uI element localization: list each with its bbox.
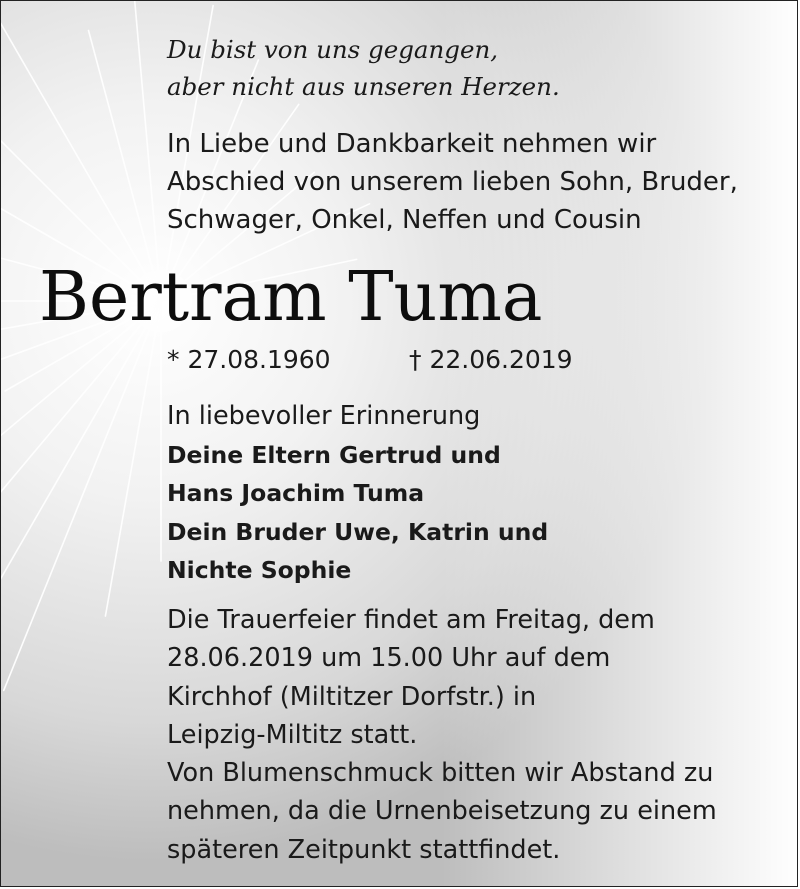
birth-date: * 27.08.1960 <box>167 345 331 374</box>
memorial-verse <box>167 31 560 105</box>
mourner-line: Nichte Sophie <box>167 556 352 584</box>
service-line: Die Trauerfeier findet am Freitag, dem <box>167 605 655 635</box>
service-line: späteren Zeitpunkt stattfindet. <box>167 834 561 865</box>
service-line: 28.06.2019 um 15.00 Uhr auf dem <box>167 643 611 674</box>
service-line: nehmen, da die Urnenbeisetzung zu einem <box>167 796 717 827</box>
verse-line: aber nicht aus unseren Herzen. <box>167 72 560 101</box>
deceased-name: Bertram Tuma <box>39 258 543 337</box>
funeral-service-info <box>167 601 717 869</box>
service-line: Kirchhof (Miltitzer Dorfstr.) in <box>167 681 537 712</box>
intro-line: Schwager, Onkel, Neffen und Cousin <box>167 205 642 235</box>
intro-line: Abschied von unserem lieben Sohn, Bruder, <box>167 167 738 197</box>
life-dates <box>167 341 573 379</box>
service-line: Von Blumenschmuck bitten wir Abstand zu <box>167 758 714 789</box>
farewell-intro <box>167 125 738 239</box>
death-date: † 22.06.2019 <box>409 345 573 374</box>
verse-line: Du bist von uns gegangen, <box>167 35 499 64</box>
memory-intro: In liebevoller Erinnerung <box>167 401 481 431</box>
mourners-block <box>167 397 548 590</box>
mourner-line: Deine Eltern Gertrud und <box>167 440 501 469</box>
mourner-line: Hans Joachim Tuma <box>167 479 425 507</box>
service-line: Leipzig-Miltitz statt. <box>167 719 418 750</box>
intro-line: In Liebe und Dankbarkeit nehmen wir <box>167 129 657 159</box>
mourner-line: Dein Bruder Uwe, Katrin und <box>167 517 549 546</box>
